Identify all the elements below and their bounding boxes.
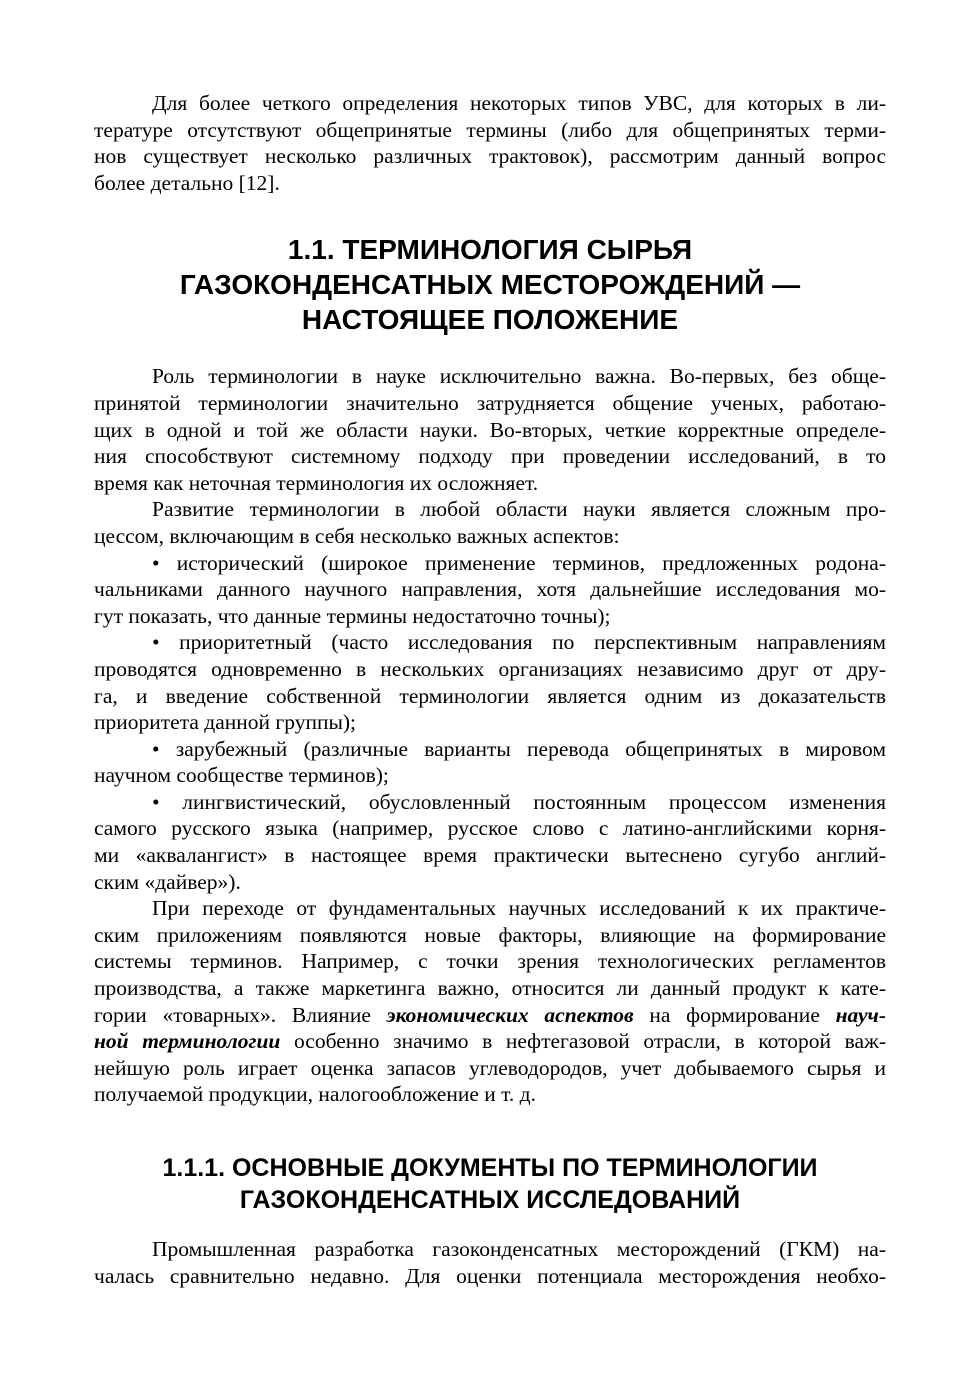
paragraph-gkm	[94, 1236, 886, 1289]
emphasis-economic-aspects: экономических аспектов	[386, 1002, 634, 1027]
text-line: цессом, включающим в себя несколько важных аспектов:	[94, 523, 620, 548]
text-line: получаемой продукции, налогообложение и т. д.	[94, 1082, 536, 1107]
text-line: • приоритетный (часто исследования по перспективным направлениям	[152, 630, 886, 655]
text-line: приоритета данной группы);	[94, 710, 357, 735]
heading-line: 1.1. ТЕРМИНОЛОГИЯ СЫРЬЯ	[287, 234, 693, 266]
text-line: более детально [12].	[94, 170, 280, 195]
text-line: Промышленная разработка газоконденсатных месторождений (ГКМ) на-	[152, 1237, 886, 1261]
text-line: самого русского языка (например, русское слово с латино-английскими корня-	[94, 816, 886, 841]
text-line: щих в одной и той же области науки. Во-вторых, четкие корректные определе-	[94, 417, 886, 442]
text-line	[94, 1028, 886, 1055]
text-segment: особенно значимо в нефтегазовой отрасли, в которой важ-	[280, 1029, 886, 1054]
text-line: ским приложениям появляются новые факторы, влияющие на формирование	[94, 922, 886, 947]
heading-line: 1.1.1. ОСНОВНЫЕ ДОКУМЕНТЫ ПО ТЕРМИНОЛОГИИ	[162, 1154, 818, 1182]
section-heading	[94, 232, 886, 337]
text-line: • зарубежный (различные варианты перевода общепринятых в мировом	[152, 736, 886, 761]
text-line: Роль терминологии в науке исключительно важна. Во-первых, без обще-	[152, 364, 886, 389]
text-line: ским «дайвер»).	[94, 869, 241, 894]
bullet-item-foreign	[94, 736, 886, 789]
bullet-item-historical	[94, 550, 886, 630]
text-line: га, и введение собственной терминологии является одним из доказательств	[94, 683, 886, 708]
text-line: тературе отсутствуют общепринятые термины (либо для общепринятых терми-	[94, 117, 886, 142]
intro-paragraph	[94, 90, 886, 196]
text-segment: гории «товарных». Влияние	[94, 1002, 387, 1027]
text-line: чальниками данного научного направления, хотя дальнейшие исследования мо-	[94, 577, 886, 602]
paragraph-development	[94, 496, 886, 549]
text-line: проводятся одновременно в нескольких организациях независимо друг от дру-	[94, 656, 886, 681]
text-line: нов существует несколько различных трактовок), рассмотрим данный вопрос	[94, 144, 886, 169]
heading-line: ГАЗОКОНДЕНСАТНЫХ ИССЛЕДОВАНИЙ	[239, 1186, 741, 1214]
text-line: принятой терминологии значительно затрудняется общение ученых, работаю-	[94, 390, 886, 415]
text-line: • лингвистический, обусловленный постоянным процессом изменения	[152, 789, 886, 814]
text-line: При переходе от фундаментальных научных исследований к их практиче-	[152, 896, 886, 921]
text-line: производства, а также маркетинга важно, относится ли данный продукт к кате-	[94, 976, 886, 1001]
text-line: время как неточная терминология их осложняет.	[94, 470, 539, 495]
document-page	[94, 90, 886, 1289]
paragraph-transition	[94, 895, 886, 1108]
text-line: нейшую роль играет оценка запасов углеводородов, учет добываемого сырья и	[94, 1055, 886, 1080]
text-line: чалась сравнительно недавно. Для оценки потенциала месторождения необхо-	[94, 1263, 886, 1288]
text-line: системы терминов. Например, с точки зрения технологических регламентов	[94, 949, 886, 974]
bullet-item-priority	[94, 629, 886, 735]
text-line: ния способствуют системному подходу при проведении исследований, в то	[94, 444, 886, 469]
bullet-item-linguistic	[94, 789, 886, 895]
text-line: ми «аквалангист» в настоящее время практически вытеснено сугубо англий-	[94, 843, 886, 868]
text-line: научном сообществе терминов);	[94, 763, 389, 788]
text-line	[94, 1002, 886, 1029]
heading-line: НАСТОЯЩЕЕ ПОЛОЖЕНИЕ	[301, 304, 679, 336]
heading-line: ГАЗОКОНДЕНСАТНЫХ МЕСТОРОЖДЕНИЙ —	[179, 269, 801, 301]
emphasis-scientific-terminology-part1: науч-	[835, 1002, 886, 1027]
text-line: гут показать, что данные термины недостаточно точны);	[94, 603, 611, 628]
text-segment: на формирование	[633, 1002, 836, 1027]
paragraph-role-of-terminology	[94, 363, 886, 496]
emphasis-scientific-terminology-part2: ной терминологии	[94, 1029, 281, 1054]
text-line: Развитие терминологии в любой области науки является сложным про-	[152, 497, 886, 522]
text-line: Для более четкого определения некоторых типов УВС, для которых в ли-	[152, 91, 886, 115]
subsection-heading	[94, 1152, 886, 1216]
text-line: • исторический (широкое применение терминов, предложенных родона-	[152, 550, 886, 575]
